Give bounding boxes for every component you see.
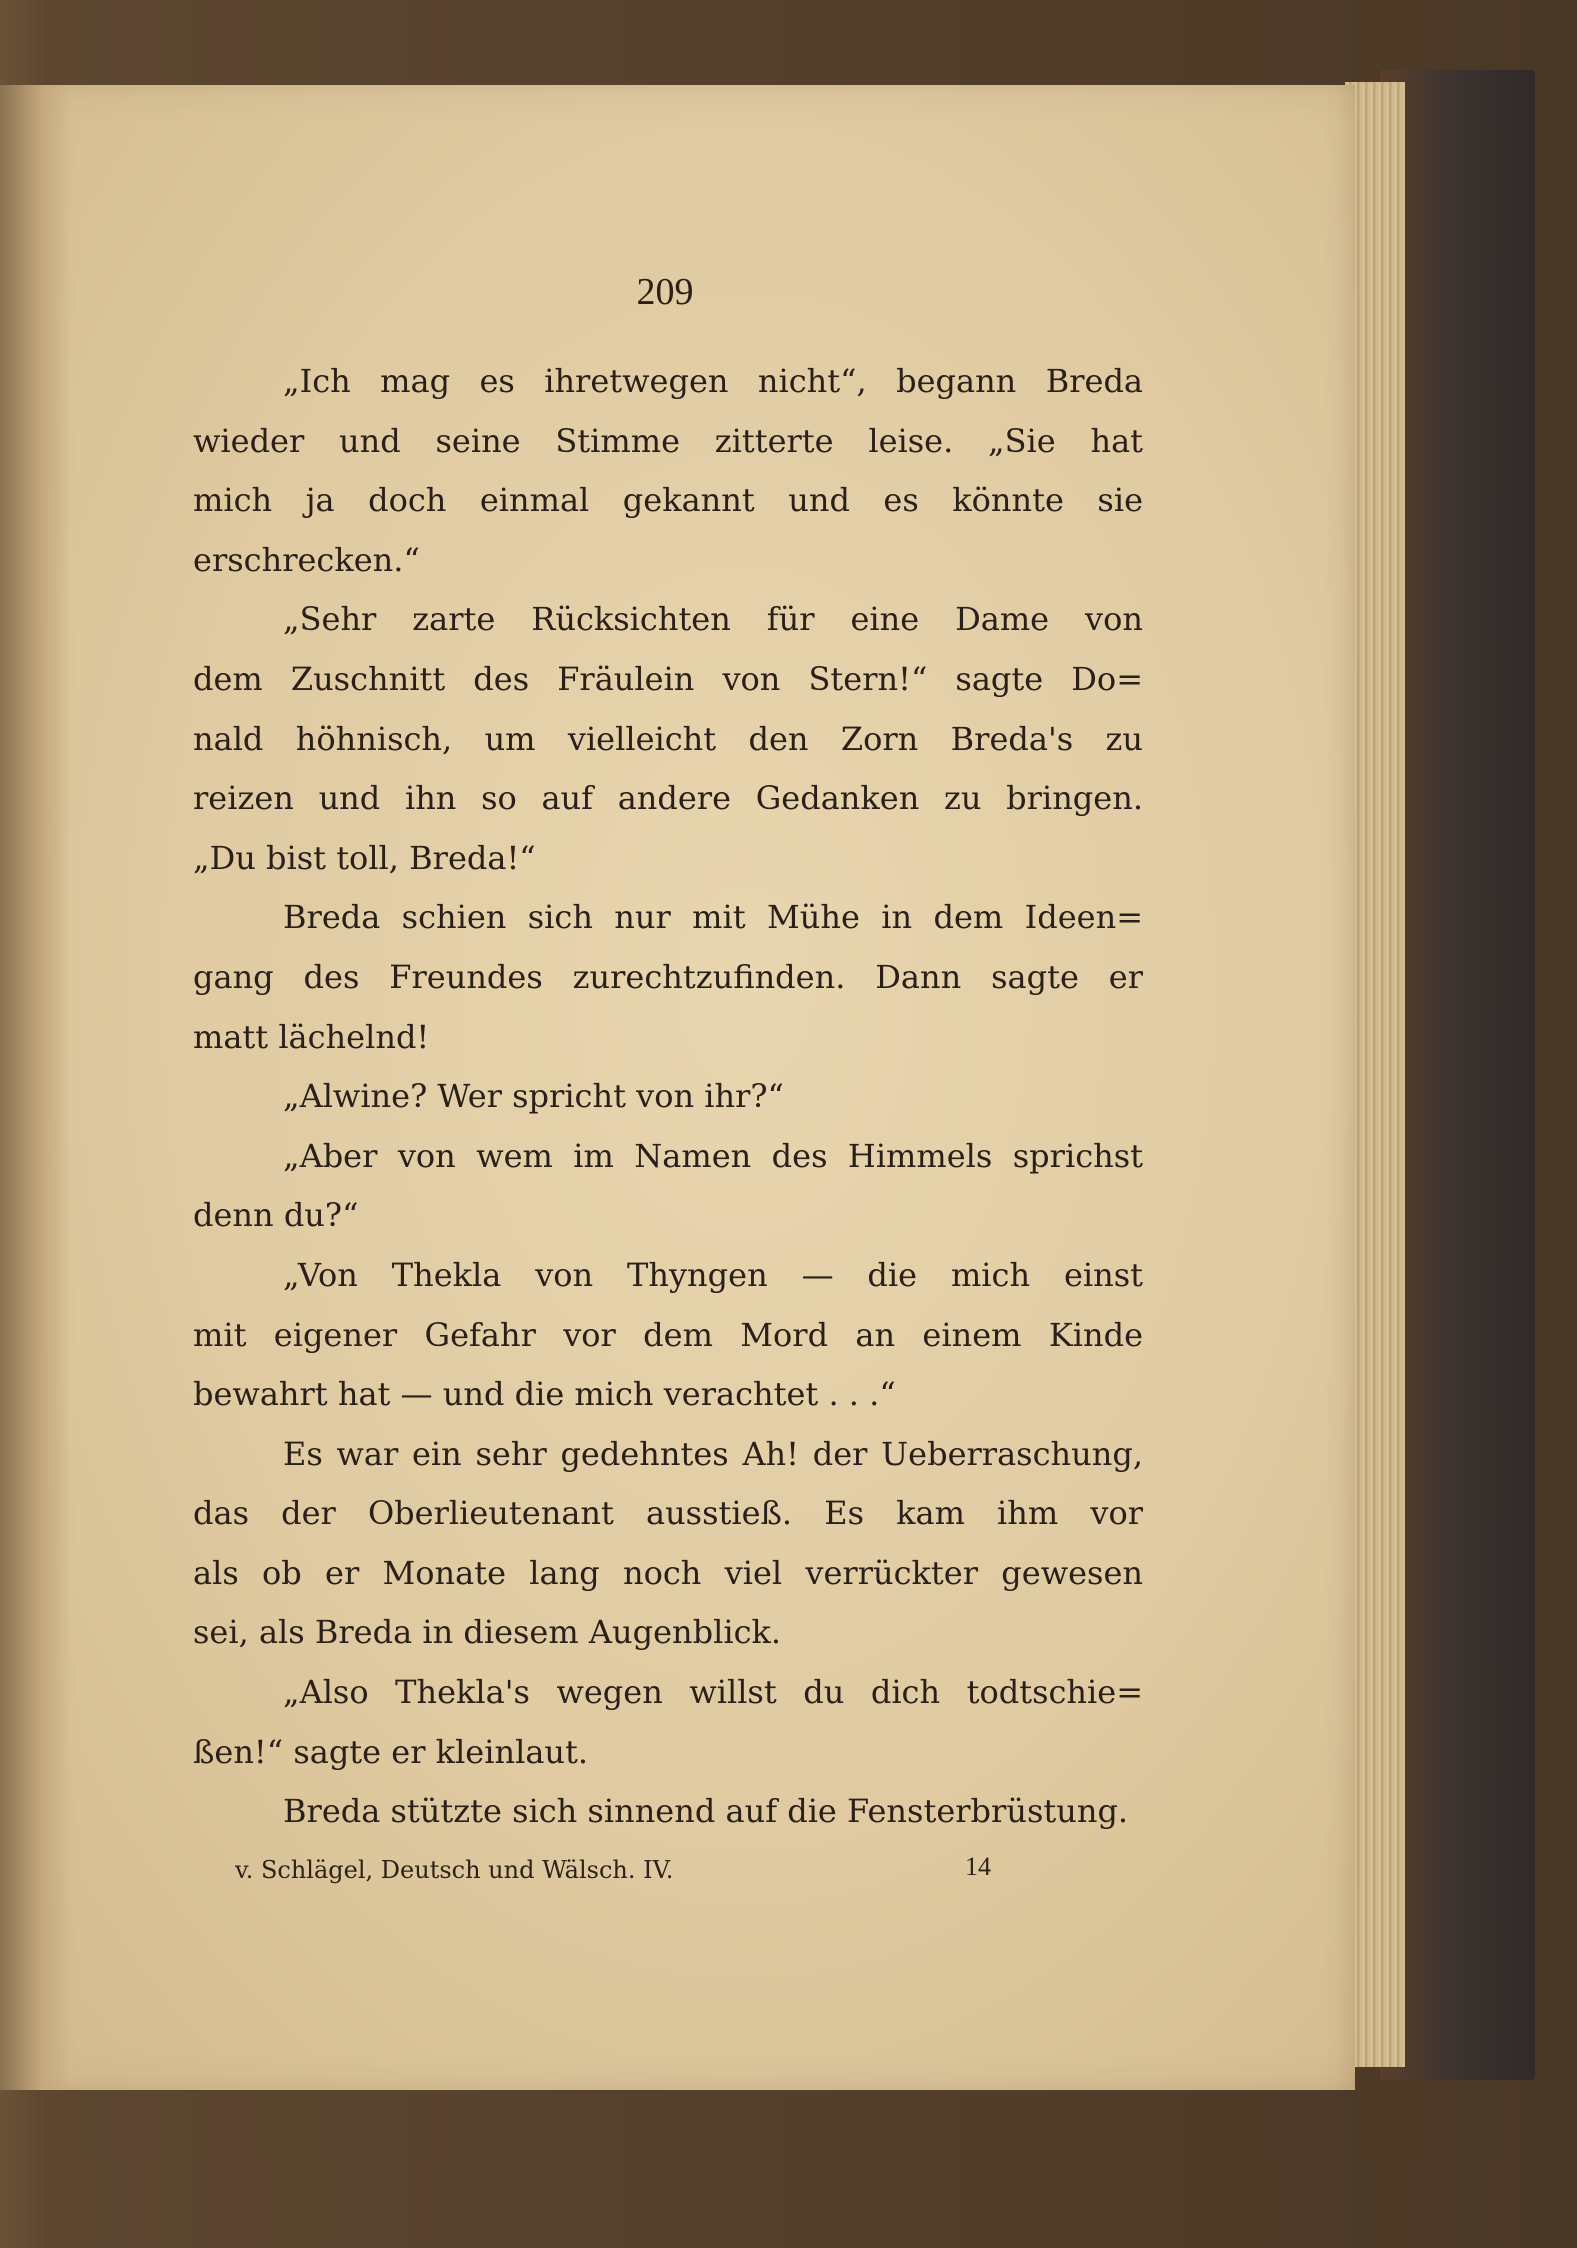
text-line: gang des Freundes zurechtzufinden. Dann sagte er <box>193 957 1143 996</box>
text-line: „Du bist toll, Breda!“ <box>193 838 536 877</box>
text-line: wieder und seine Stimme zitterte leise. „Sie hat <box>193 421 1143 460</box>
footer-sheet-number: 14 <box>965 1852 991 1881</box>
text-line: „Sehr zarte Rücksichten für eine Dame von <box>283 600 1143 639</box>
text-line: sei, als Breda in diesem Augenblick. <box>193 1613 782 1652</box>
text-line: Breda stützte sich sinnend auf die Fensterbrüstung. <box>283 1792 1129 1831</box>
text-line: „Also Thekla's wegen willst du dich todtschie= <box>283 1673 1143 1712</box>
text-line: als ob er Monate lang noch viel verrückter gewesen <box>193 1553 1143 1592</box>
text-line: „Alwine? Wer spricht von ihr?“ <box>283 1077 784 1116</box>
text-line: ßen!“ sagte er kleinlaut. <box>193 1732 589 1771</box>
page-number: 209 <box>636 271 694 313</box>
text-line: dem Zuschnitt des Fräulein von Stern!“ sagte Do= <box>193 659 1143 698</box>
text-line: Es war ein sehr gedehntes Ah! der Ueberraschung, <box>283 1434 1143 1473</box>
page-gutter <box>0 85 70 2090</box>
text-line: reizen und ihn so auf andere Gedanken zu bringen. <box>193 779 1143 818</box>
text-line: matt lächelnd! <box>193 1017 430 1056</box>
text-line: denn du?“ <box>193 1196 359 1235</box>
text-line: „Von Thekla von Thyngen — die mich einst <box>283 1255 1143 1294</box>
text-line: erschrecken.“ <box>193 540 420 579</box>
text-line: „Aber von wem im Namen des Himmels sprichst <box>283 1136 1143 1175</box>
text-line: mich ja doch einmal gekannt und es könnte sie <box>193 481 1143 520</box>
text-line: das der Oberlieutenant ausstieß. Es kam ihm vor <box>193 1494 1143 1533</box>
body-text <box>193 352 1143 1852</box>
text-line: nald höhnisch, um vielleicht den Zorn Breda's zu <box>193 719 1143 758</box>
text-line: Breda schien sich nur mit Mühe in dem Ideen= <box>283 898 1143 937</box>
text-line: bewahrt hat — und die mich verachtet . . .“ <box>193 1375 896 1414</box>
text-line: mit eigener Gefahr vor dem Mord an einem Kinde <box>193 1315 1143 1354</box>
text-line: „Ich mag es ihretwegen nicht“, begann Breda <box>283 362 1143 400</box>
footer-signature: v. Schlägel, Deutsch und Wälsch. IV. <box>235 1856 674 1884</box>
